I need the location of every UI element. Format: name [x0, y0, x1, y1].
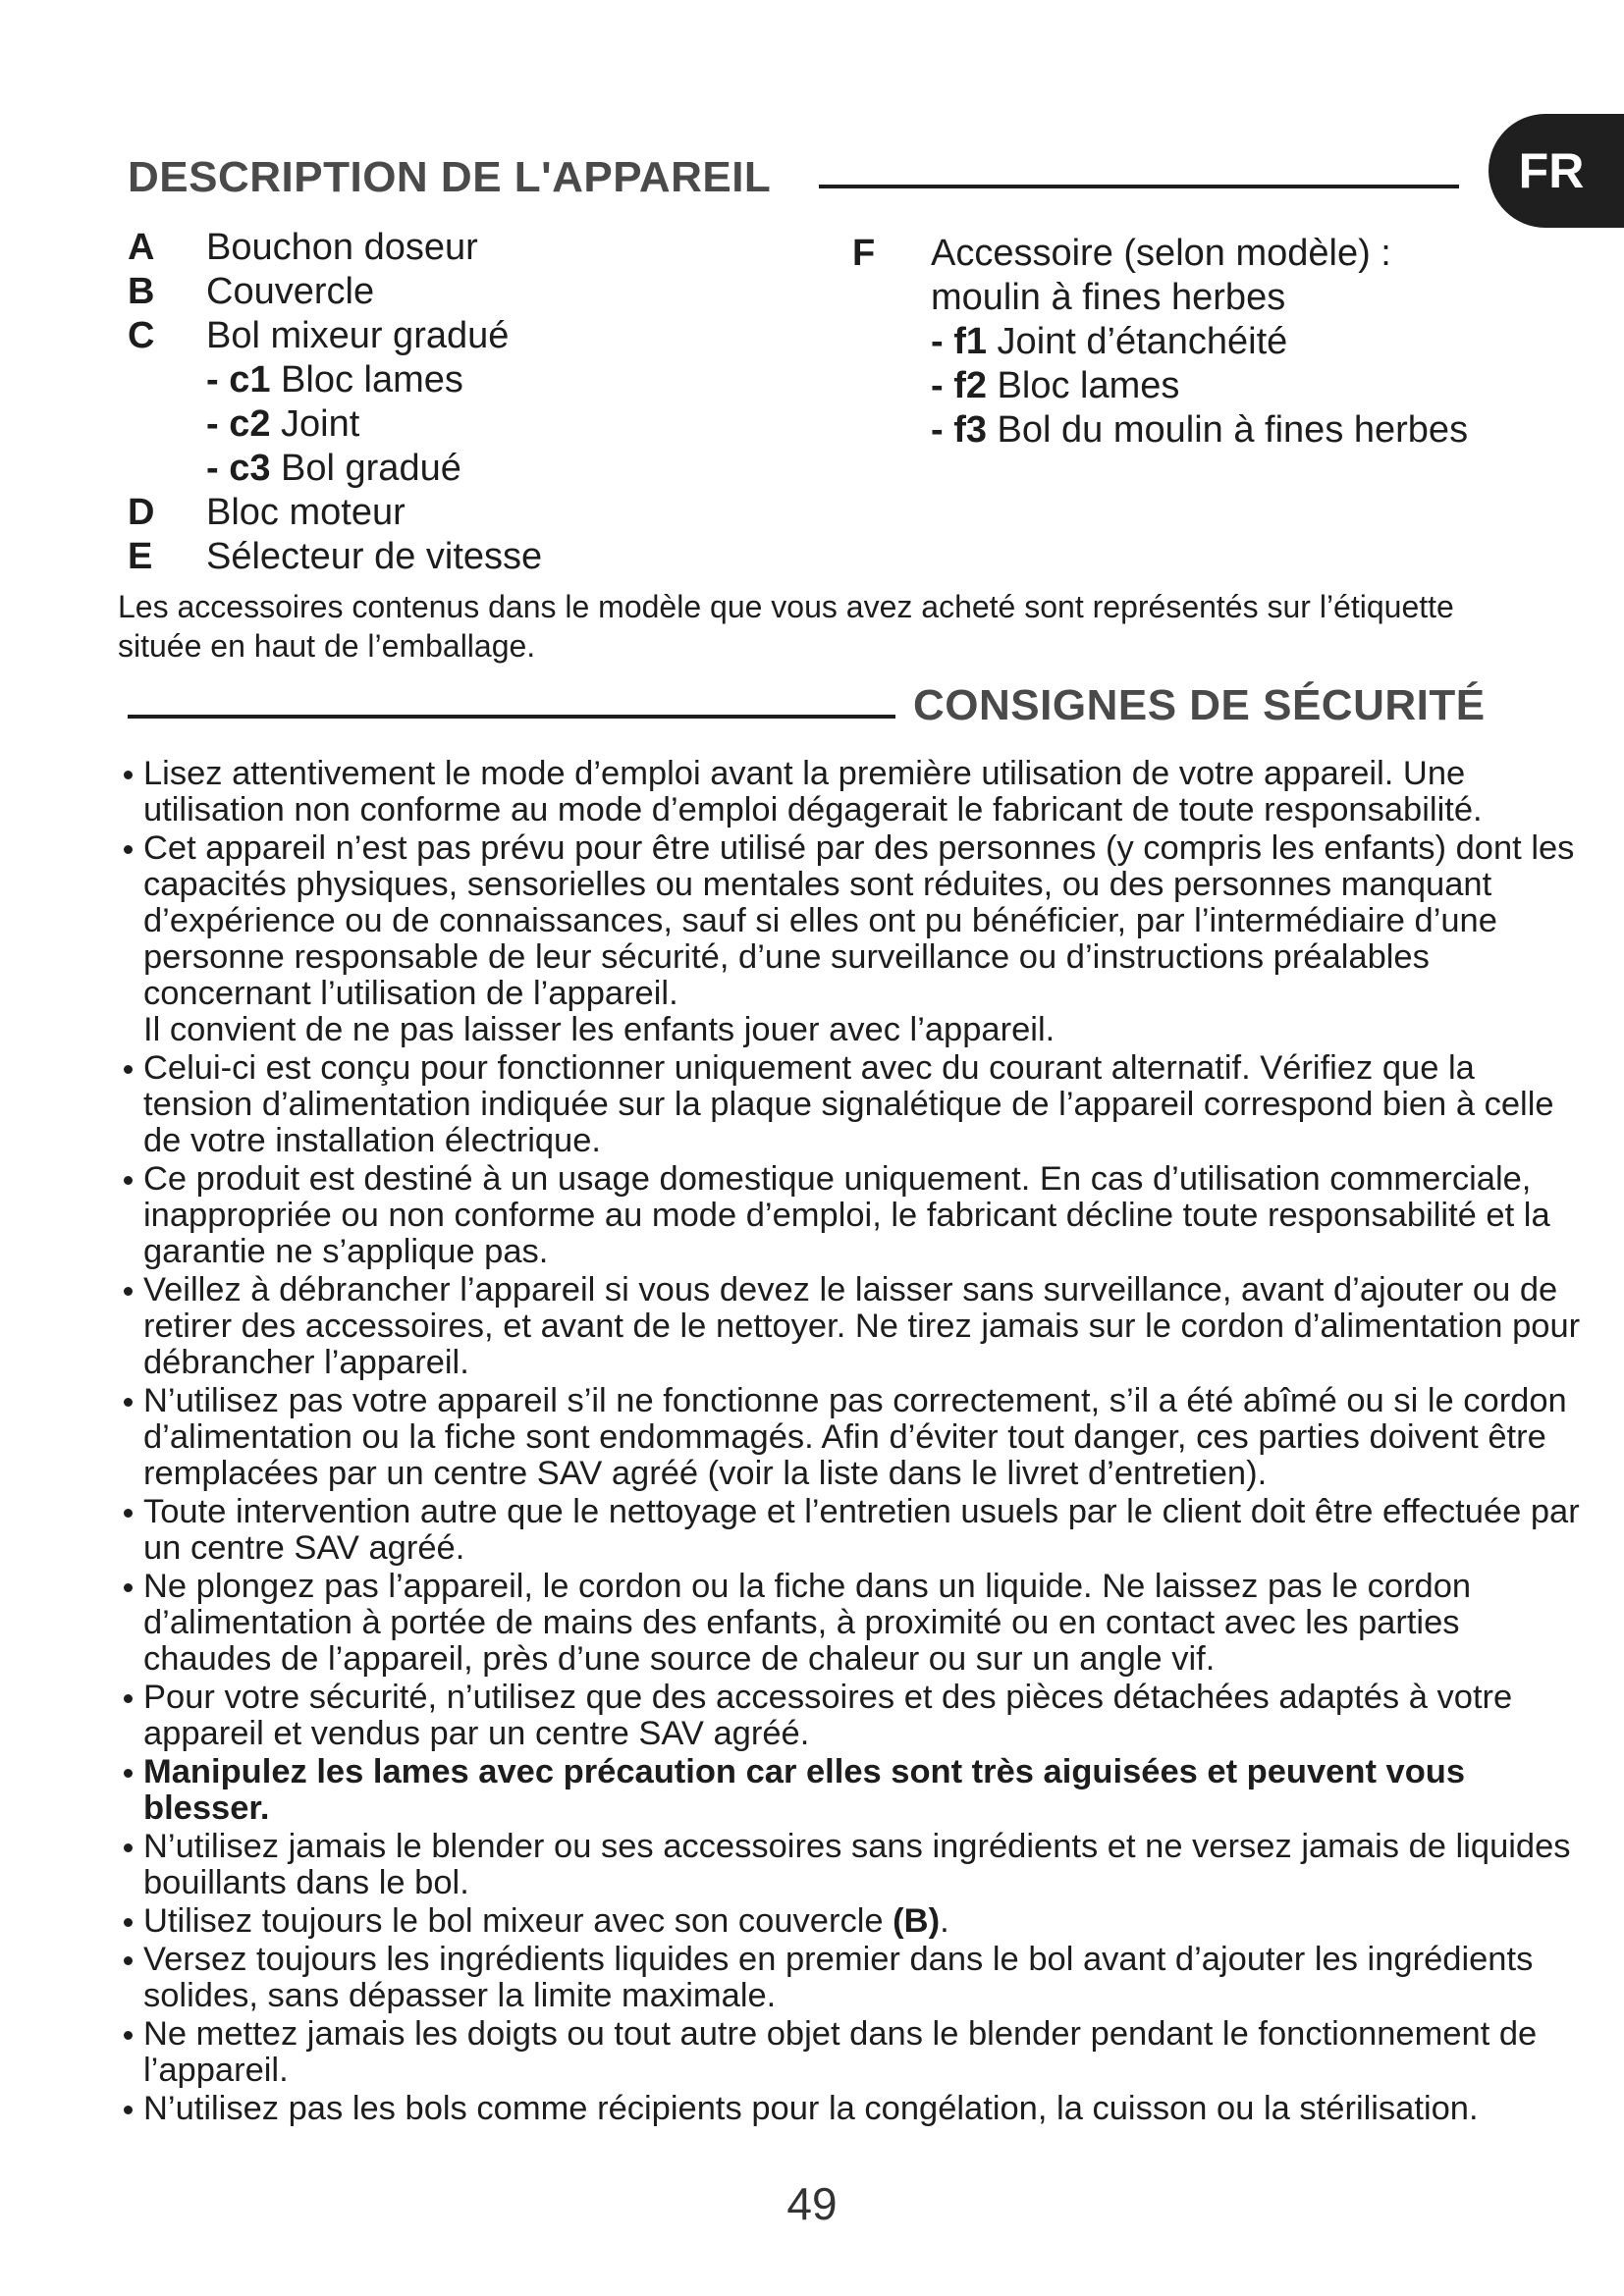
safety-item: N’utilisez jamais le blender ou ses accessoires sans ingrédients et ne versez jamais de liquides bouillants dans le bol.: [122, 1829, 1585, 1901]
safety-item: Cet appareil n’est pas prévu pour être utilisé par des personnes (y compris les enfants) dont les capacités physiques, sensorielles ou mentales sont réduites, ou des personnes manquant d’expérience ou de connaissances, sauf si elles ont pu bénéficier, par l’intermédiaire d’une personne responsable de leur sécurité, d’une surveillance ou d’instructions préalables concernant l’utilisation de l’appareil. Il convient de ne pas laisser les enfants jouer avec l’appareil.: [122, 830, 1585, 1048]
safety-list: [122, 756, 1585, 2129]
safety-item: Versez toujours les ingrédients liquides en premier dans le bol avant d’ajouter les ingrédients solides, sans dépasser la limite maximale.: [122, 1942, 1585, 2014]
sub-part-item: - c1 Bloc lames: [206, 359, 463, 400]
safety-item: N’utilisez pas votre appareil s’il ne fonctionne pas correctement, s’il a été abîmé ou si le cordon d’alimentation ou la fiche sont endommagés. Afin d’éviter tout danger, ces parties doivent être remplacées par un centre SAV agréé (voir la liste dans le livret d’entretien).: [122, 1383, 1585, 1492]
safety-item: Celui-ci est conçu pour fonctionner uniquement avec du courant alternatif. Vérifiez que la tension d’alimentation indiquée sur la plaque signalétique de l’appareil correspond bien à celle de votre installation électrique.: [122, 1050, 1585, 1159]
heading-rule: [819, 185, 1459, 188]
part-item: D Bloc moteur: [128, 492, 406, 533]
safety-item: Lisez attentivement le mode d’emploi avant la première utilisation de votre appareil. Une utilisation non conforme au mode d’emploi dégagerait le fabricant de toute responsabilité.: [122, 756, 1585, 828]
safety-item: Ne mettez jamais les doigts ou tout autre objet dans le blender pendant le fonctionnement de l’appareil.: [122, 2016, 1585, 2089]
safety-item: N’utilisez pas les bols comme récipients pour la congélation, la cuisson ou la stérilisation.: [122, 2091, 1585, 2127]
safety-item-warning: Manipulez les lames avec précaution car elles sont très aiguisées et peuvent vous blesser.: [122, 1754, 1585, 1827]
part-reference: (B): [893, 1902, 941, 1940]
safety-item: Utilisez toujours le bol mixeur avec son couvercle (B).: [122, 1903, 1585, 1940]
language-tab: FR: [1489, 114, 1624, 228]
safety-item: Ne plongez pas l’appareil, le cordon ou la fiche dans un liquide. Ne laissez pas le cordon d’alimentation à portée de mains des enfants, à proximité ou en contact avec les parties chaudes de l’appareil, près d’une source de chaleur ou sur un angle vif.: [122, 1569, 1585, 1678]
sub-part-item: - c3 Bol gradué: [206, 448, 461, 489]
page-number: 49: [786, 2178, 838, 2229]
section-title-description: DESCRIPTION DE L'APPAREIL: [128, 153, 772, 201]
safety-item: Ce produit est destiné à un usage domestique uniquement. En cas d’utilisation commerciale, inappropriée ou non conforme au mode d’emploi, le fabricant décline toute responsabilité et la garantie ne s’applique pas.: [122, 1161, 1585, 1270]
sub-part-item: - f3 Bol du moulin à fines herbes: [931, 409, 1469, 451]
part-item: B Couvercle: [128, 271, 375, 312]
part-item-continued: moulin à fines herbes: [931, 277, 1286, 318]
part-item: F Accessoire (selon modèle) :: [852, 233, 1391, 274]
sub-part-item: - f1 Joint d’étanchéité: [931, 321, 1288, 362]
part-item: C Bol mixeur gradué: [128, 315, 510, 356]
part-item: E Sélecteur de vitesse: [128, 536, 543, 577]
part-item: A Bouchon doseur: [128, 227, 478, 268]
sub-part-item: - c2 Joint: [206, 403, 360, 445]
safety-item: Pour votre sécurité, n’utilisez que des accessoires et des pièces détachées adaptés à votre appareil et vendus par un centre SAV agréé.: [122, 1680, 1585, 1752]
heading-rule: [128, 715, 895, 719]
parts-list-left: [128, 226, 542, 579]
sub-part-item: - f2 Bloc lames: [931, 365, 1180, 406]
parts-list-right: [852, 232, 1468, 453]
safety-item: Toute intervention autre que le nettoyage et l’entretien usuels par le client doit être effectuée par un centre SAV agréé.: [122, 1494, 1585, 1567]
section-title-safety: CONSIGNES DE SÉCURITÉ: [913, 681, 1486, 729]
safety-item-continued: Il convient de ne pas laisser les enfants jouer avec l’appareil.: [143, 1011, 1056, 1048]
safety-item: Veillez à débrancher l’appareil si vous devez le laisser sans surveillance, avant d’ajouter ou de retirer des accessoires, et avant de le nettoyer. Ne tirez jamais sur le cordon d’alimentation pour débrancher l’appareil.: [122, 1272, 1585, 1381]
accessories-note: Les accessoires contenus dans le modèle que vous avez acheté sont représentés sur l’étiquette située en haut de l’emballage.: [118, 589, 1454, 664]
